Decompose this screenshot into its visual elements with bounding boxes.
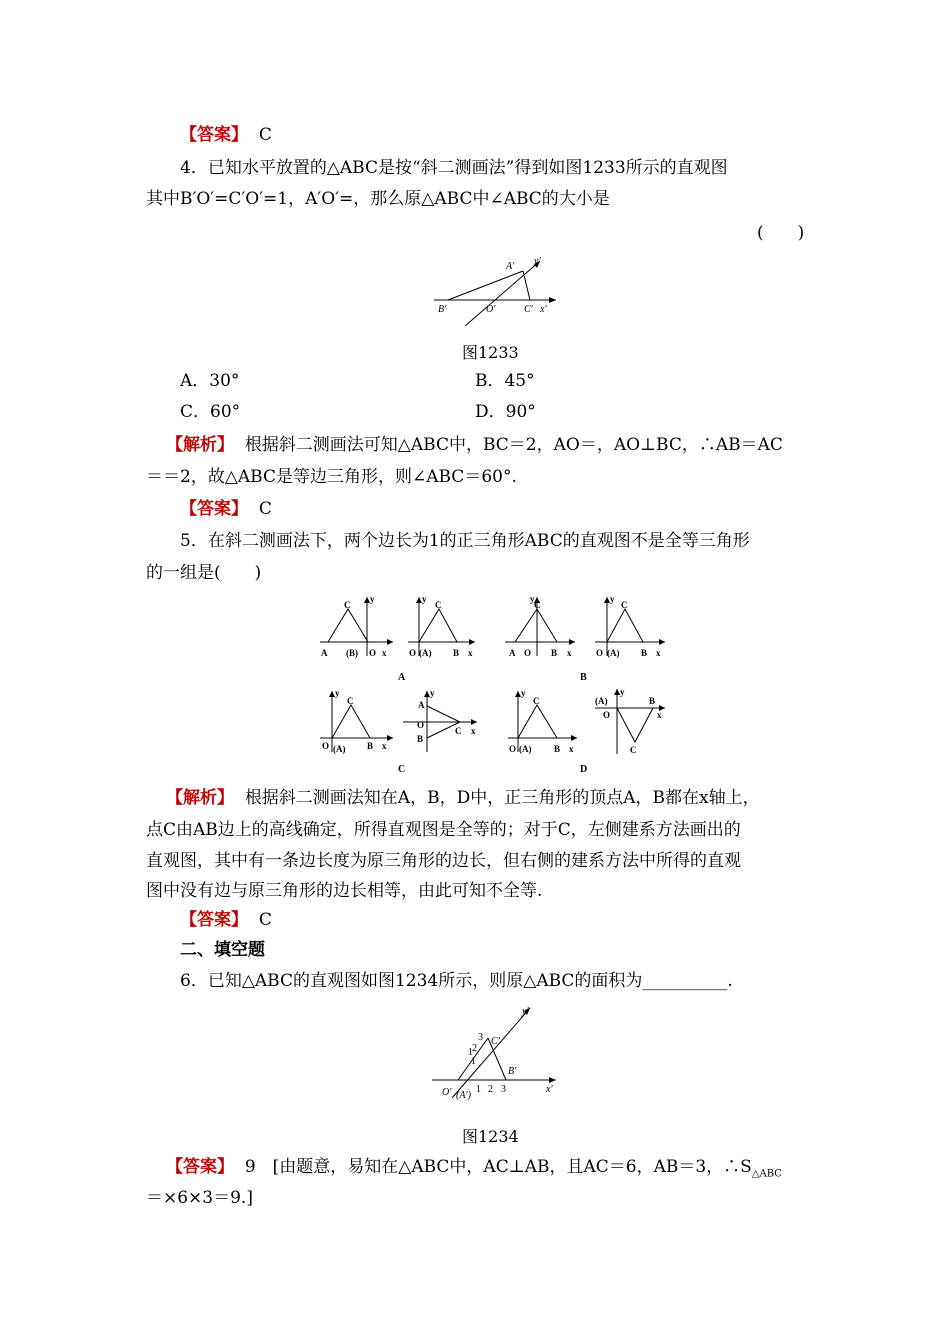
svg-text:(A): (A) [333,744,346,754]
option-b-label: B [580,672,587,683]
svg-text:x: x [657,710,662,720]
svg-text:C′: C′ [491,1036,500,1047]
svg-text:1: 1 [468,1047,473,1058]
q6-answer2: ＝×6×3＝9.] [146,1188,253,1208]
svg-text:x: x [382,648,387,658]
option-a: A．30° [180,371,240,391]
q5-analysis3: 直观图，其中有一条边长度为原三角形的边长，但右侧的建系方法中所得的直观 [146,851,741,871]
q5-analysis2: 点C由AB边上的高线确定，所得直观图是全等的；对于C，左侧建系方法画出的 [146,820,741,840]
svg-text:C: C [455,726,462,736]
q4-analysis2: ＝＝2，故△ABC是等边三角形，则∠ABC＝60°. [146,467,517,487]
svg-text:x′: x′ [546,1084,553,1095]
svg-text:(A): (A) [519,744,532,754]
svg-text:A: A [321,648,328,658]
svg-text:3: 3 [501,1084,506,1095]
svg-text:A: A [509,648,516,658]
triangle-side-ac [523,271,530,300]
svg-text:B′: B′ [508,1066,517,1077]
svg-text:B: B [417,734,424,744]
svg-text:(B): (B) [346,648,358,658]
svg-text:(A′): (A′) [456,1090,471,1101]
answer-tag: 【答案】 [180,125,248,145]
q5-line1: 5．在斜二测画法下，两个边长为1的正三角形ABC的直观图不是全等三角形 [180,531,750,551]
svg-text:C: C [347,696,354,706]
section-fill-blank: 二、填空题 [180,940,265,960]
answer-line-q3 [180,123,272,147]
option-c-label: C [398,764,406,775]
svg-text:y: y [370,594,375,604]
svg-text:A: A [418,700,425,710]
svg-text:(A): (A) [595,696,608,706]
svg-text:O: O [409,648,417,658]
svg-text:x: x [471,726,476,736]
svg-text:y: y [530,594,535,604]
svg-text:2: 2 [472,1043,477,1054]
svg-text:O′: O′ [486,304,496,315]
figure-q5-ab [315,592,675,687]
figure-1233 [430,252,560,332]
svg-text:B: B [551,648,558,658]
svg-text:x: x [382,741,387,751]
svg-text:C: C [621,600,628,610]
svg-text:O: O [524,648,532,658]
q4-line1: 4．已知水平放置的△ABC是按“斜二测画法”得到如图1233所示的直观图 [180,158,728,178]
svg-text:B: B [554,744,561,754]
figure-1234 [428,1000,568,1110]
svg-text:O: O [596,648,604,658]
svg-text:C: C [630,745,637,755]
q4-analysis1: 【解析】 根据斜二测画法可知△ABC中，BC＝2，AO＝，AO⊥BC，∴AB＝AC [166,435,783,455]
svg-text:C: C [344,600,351,610]
svg-text:O: O [603,710,611,720]
svg-text:O: O [322,741,330,751]
svg-text:y: y [430,688,435,698]
svg-text:x: x [468,648,473,658]
fig-1233-caption: 图1233 [462,343,519,362]
svg-text:B′: B′ [438,304,447,315]
fig-1234-caption: 图1234 [462,1127,519,1146]
svg-text:B: B [453,648,460,658]
svg-text:x: x [569,744,574,754]
svg-text:O: O [417,720,425,730]
q6-answer1: 【答案】 9 [由题意，易知在△ABC中，AC⊥AB，且AC＝6，AB＝3，$\therefore S_{\triangle ABC}$ [166,1157,782,1180]
svg-text:C: C [435,600,442,610]
svg-text:1: 1 [476,1084,481,1095]
svg-text:A′: A′ [506,261,515,272]
q5-analysis4: 图中没有边与原三角形的边长相等，由此可知不全等. [146,881,543,901]
svg-text:C: C [533,696,540,706]
svg-text:(A): (A) [419,648,432,658]
svg-text:(A): (A) [607,648,620,658]
svg-text:1: 1 [471,1056,476,1067]
q5-answer: 【答案】 C [180,910,272,930]
svg-text:y: y [335,688,340,698]
q4-answer: 【答案】 C [180,499,272,519]
svg-text:2: 2 [488,1084,493,1095]
q4-line2: 其中B′O′=C′O′=1，A′O′=，那么原△ABC中∠ABC的大小是 [146,189,610,209]
figure-q5-cd [315,686,675,776]
svg-text:O: O [369,648,377,658]
option-d-label: D [580,764,588,775]
svg-text:C: C [534,600,541,610]
svg-text:x: x [567,648,572,658]
q6-line1: 6．已知△ABC的直观图如图1234所示，则原△ABC的面积为__________. [180,971,733,991]
svg-text:x: x [656,648,661,658]
answer-value: C [258,125,272,145]
svg-text:y′: y′ [522,1006,529,1017]
q5-line2: 的一组是( ) [146,563,262,583]
option-c: C．60° [180,402,241,422]
svg-text:B: B [641,648,648,658]
svg-text:y: y [422,594,427,604]
option-b: B．45° [475,371,535,391]
option-d: D．90° [475,402,536,422]
option-a-label: A [398,672,406,683]
q4-paren: ( ) [757,223,805,243]
svg-text:C′: C′ [524,304,533,315]
svg-text:y: y [521,688,526,698]
q5-analysis1: 【解析】 根据斜二测画法知在A，B，D中，正三角形的顶点A，B都在x轴上， [166,788,760,808]
svg-text:O′: O′ [442,1087,452,1098]
svg-text:O: O [509,744,517,754]
svg-text:y: y [620,687,625,697]
svg-text:B: B [367,741,374,751]
svg-text:B: B [649,696,656,706]
svg-text:y: y [610,594,615,604]
svg-text:x′: x′ [540,304,547,315]
svg-text:3: 3 [478,1032,483,1043]
svg-text:y′: y′ [534,256,541,267]
